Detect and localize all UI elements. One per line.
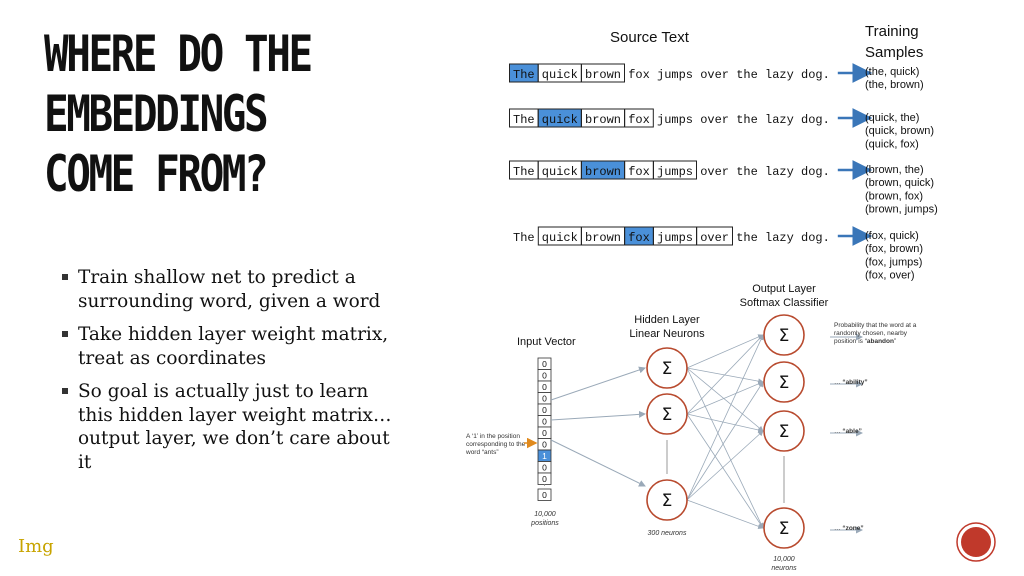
- hidden-neuron-symbol: Σ: [661, 491, 673, 511]
- source-word: dog.: [801, 68, 830, 82]
- source-word: jumps: [657, 231, 694, 245]
- source-word: over: [700, 165, 730, 179]
- source-word: quick: [541, 231, 578, 245]
- source-word: fox: [628, 113, 650, 127]
- source-word: over: [700, 231, 730, 245]
- output-note-abandon-word: abandon: [866, 338, 894, 345]
- training-sample: (fox, quick): [865, 230, 919, 242]
- source-word: dog.: [801, 231, 830, 245]
- source-word: over: [700, 68, 730, 82]
- input-cell-value: 0: [542, 393, 547, 404]
- input-cell-value: 0: [542, 490, 547, 500]
- source-word: fox: [628, 68, 650, 82]
- source-word: jumps: [657, 113, 694, 127]
- output-layer-label-line2: Softmax Classifier: [739, 297, 829, 309]
- output-note-ability-word: “ability”: [842, 379, 868, 386]
- title-line-1: WHERE DO THE: [44, 25, 311, 83]
- output-note-able: … “able”: [834, 428, 862, 435]
- input-hidden-arrow: [551, 414, 645, 420]
- source-word: jumps: [657, 68, 694, 82]
- bullet-item-2: Take hidden layer weight matrix, treat as coordinates: [62, 323, 402, 370]
- source-word: the: [736, 231, 758, 245]
- word2vec-diagram: [450, 0, 1010, 576]
- input-cell-value: 0: [542, 382, 547, 392]
- output-note-quote-end: ”: [893, 338, 897, 345]
- hidden-count-label: 300 neurons: [647, 530, 687, 537]
- input-count-line2: positions: [531, 520, 559, 527]
- output-note-zone-word: “zone”: [842, 525, 864, 532]
- input-cell-value: 0: [542, 370, 547, 381]
- source-word: jumps: [657, 165, 694, 179]
- input-cell-value: 0: [542, 359, 547, 369]
- input-count-line1: 10,000: [534, 511, 556, 518]
- source-word: the: [736, 165, 758, 179]
- source-word: lazy: [765, 165, 794, 179]
- source-word: fox: [628, 231, 650, 245]
- output-layer-label-line1: Output Layer: [752, 283, 816, 295]
- source-word: over: [700, 113, 730, 127]
- output-neuron-symbol: Σ: [778, 326, 790, 346]
- source-word: lazy: [765, 231, 794, 245]
- hidden-output-connection: [687, 414, 763, 528]
- input-cell-value: 0: [542, 474, 547, 484]
- input-note-text: word “ants”: [466, 449, 499, 456]
- output-note-ability: … “ability”: [834, 379, 868, 386]
- input-cell-value: 1: [542, 451, 547, 461]
- source-word: The: [513, 68, 535, 82]
- output-note-abandon-line2: randomly chosen, nearby: [834, 330, 907, 337]
- source-word: fox: [628, 165, 650, 179]
- source-word: dog.: [801, 113, 830, 127]
- input-cell-value: 0: [542, 416, 547, 427]
- hidden-layer-label-line2: Linear Neurons: [629, 328, 705, 340]
- img-link[interactable]: Img: [18, 536, 54, 557]
- source-word: quick: [541, 165, 578, 179]
- output-note-abandon-line3: position is “abandon”: [834, 338, 897, 345]
- source-word: brown: [585, 113, 622, 127]
- slide-title: [44, 24, 315, 204]
- input-cell-value: 0: [542, 405, 547, 415]
- output-neuron-symbol: Σ: [778, 519, 790, 539]
- title-line-3: COME FROM?: [44, 145, 267, 203]
- input-note-text: corresponding to the: [466, 441, 526, 448]
- output-neuron-symbol: Σ: [778, 422, 790, 442]
- training-sample: (quick, fox): [865, 138, 919, 151]
- training-samples-header-line1: Training: [865, 23, 919, 40]
- bullet-item-3: So goal is actually just to learn this hidden layer weight matrix… output layer, we don’t care about it: [62, 380, 402, 474]
- title-line-2: EMBEDDINGS: [44, 85, 267, 143]
- input-note-text: A ‘1’ in the position: [466, 433, 520, 440]
- source-text-header: Source Text: [610, 29, 689, 46]
- training-samples-header-line2: Samples: [865, 44, 924, 61]
- hidden-layer-label-line1: Hidden Layer: [634, 314, 700, 326]
- source-word: The: [513, 113, 535, 127]
- training-sample: (fox, jumps): [865, 256, 923, 269]
- source-word: dog.: [801, 165, 830, 179]
- source-word: quick: [541, 113, 578, 127]
- hidden-output-connection: [687, 335, 763, 414]
- hidden-output-connection: [687, 382, 763, 414]
- training-sample: (the, quick): [865, 66, 920, 78]
- source-word: the: [736, 68, 758, 82]
- training-sample: (fox, brown): [865, 243, 924, 256]
- source-word: The: [513, 165, 535, 179]
- output-note-able-word: “able”: [842, 428, 862, 435]
- source-word: brown: [585, 68, 622, 82]
- output-note-abandon-line1: Probability that the word at a: [834, 322, 917, 329]
- input-cell-value: 0: [542, 462, 547, 473]
- slide-badge-icon: [956, 522, 996, 562]
- bullet-item-1: Train shallow net to predict a surrounding word, given a word: [62, 266, 402, 313]
- training-sample: (fox, over): [865, 269, 915, 282]
- training-sample: (brown, the): [865, 164, 924, 176]
- input-vector-label: Input Vector: [517, 336, 576, 348]
- input-cell-value: 0: [542, 428, 547, 438]
- training-sample: (the, brown): [865, 79, 924, 92]
- output-note-zone: … “zone”: [834, 525, 864, 532]
- training-sample: (brown, quick): [865, 177, 935, 190]
- input-hidden-arrow: [551, 440, 645, 486]
- source-word: lazy: [765, 68, 794, 82]
- source-word: quick: [541, 68, 578, 82]
- source-word: The: [513, 231, 535, 245]
- training-sample: (brown, fox): [865, 190, 924, 203]
- source-word: the: [736, 113, 758, 127]
- bullet-list: [62, 266, 402, 484]
- input-cell-value: 0: [542, 439, 547, 450]
- source-word: brown: [585, 165, 622, 179]
- training-sample: (quick, the): [865, 112, 920, 124]
- input-hidden-arrow: [551, 368, 645, 400]
- output-neuron-symbol: Σ: [778, 373, 790, 393]
- source-word: brown: [585, 231, 622, 245]
- hidden-output-connection: [687, 335, 763, 500]
- hidden-neuron-symbol: Σ: [661, 405, 673, 425]
- hidden-neuron-symbol: Σ: [661, 359, 673, 379]
- output-count-line1: 10,000: [773, 556, 795, 563]
- output-count-line2: neurons: [771, 565, 797, 572]
- source-word: lazy: [765, 113, 794, 127]
- training-sample: (quick, brown): [865, 125, 935, 138]
- training-sample: (brown, jumps): [865, 203, 938, 216]
